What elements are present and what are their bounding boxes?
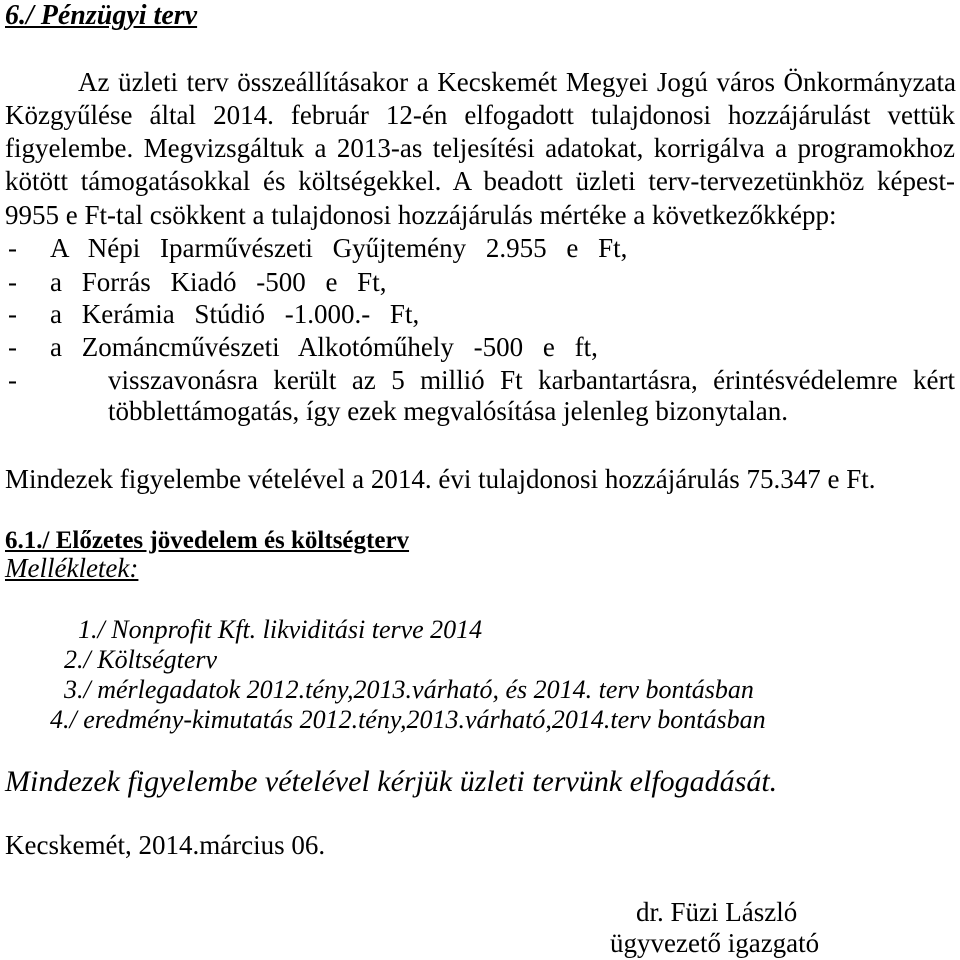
attachments-label: Mellékletek: — [5, 553, 139, 583]
place-date: Kecskemét, 2014.március 06. — [5, 830, 326, 860]
section-heading: 6./ Pénzügyi terv — [5, 0, 198, 31]
paragraph-line: 9955 e Ft-tal csökkent a tulajdonosi hozzájárulás mértéke a következőkképp: — [5, 200, 837, 230]
list-bullet: - — [8, 267, 17, 297]
paragraph-line: figyelembe. Megvizsgáltuk a 2013-as teljesítési adatokat, korrigálva a programokhoz — [5, 133, 955, 163]
list-bullet: - — [8, 299, 17, 329]
list-item-continuation: többlettámogatás, így ezek megvalósítása jelenleg bizonytalan. — [108, 396, 789, 426]
signatory-name: dr. Füzi László — [636, 897, 798, 927]
attachment-item: 1./ Nonprofit Kft. likviditási terve 2014 — [78, 615, 483, 644]
list-item: a Kerámia Stúdió -1.000.- Ft, — [50, 299, 420, 329]
closing-sentence: Mindezek figyelembe vételével kérjük üzleti tervünk elfogadását. — [5, 765, 778, 798]
paragraph-line: Az üzleti terv összeállításakor a Kecskemét Megyei Jogú város Önkormányzata — [78, 67, 956, 97]
attachment-item: 2./ Költségterv — [64, 645, 218, 674]
attachment-item: 4./ eredmény-kimutatás 2012.tény,2013.várható,2014.terv bontásban — [50, 705, 766, 734]
attachment-item: 3./ mérlegadatok 2012.tény,2013.várható, és 2014. terv bontásban — [64, 675, 754, 704]
paragraph-line: kötött támogatásokkal és költségekkel. A beadott üzleti terv-tervezetünkhöz képest- — [5, 166, 955, 196]
list-bullet: - — [8, 233, 17, 263]
subsection-heading: 6.1./ Előzetes jövedelem és költségterv — [5, 527, 410, 554]
list-item: A Népi Iparművészeti Gyűjtemény 2.955 e Ft, — [50, 233, 628, 263]
signatory-title: ügyvezető igazgató — [610, 928, 820, 958]
list-item: visszavonásra került az 5 millió Ft karbantartásra, érintésvédelemre kért — [108, 365, 955, 395]
paragraph-line: Közgyűlése által 2014. február 12-én elfogadott tulajdonosi hozzájárulást vettük — [5, 100, 955, 130]
list-bullet: - — [8, 332, 17, 362]
list-item: a Zománcművészeti Alkotóműhely -500 e ft, — [50, 332, 598, 362]
list-bullet: - — [8, 365, 17, 395]
list-item: a Forrás Kiadó -500 e Ft, — [50, 267, 387, 297]
summary-line: Mindezek figyelembe vételével a 2014. évi tulajdonosi hozzájárulás 75.347 e Ft. — [5, 464, 876, 494]
